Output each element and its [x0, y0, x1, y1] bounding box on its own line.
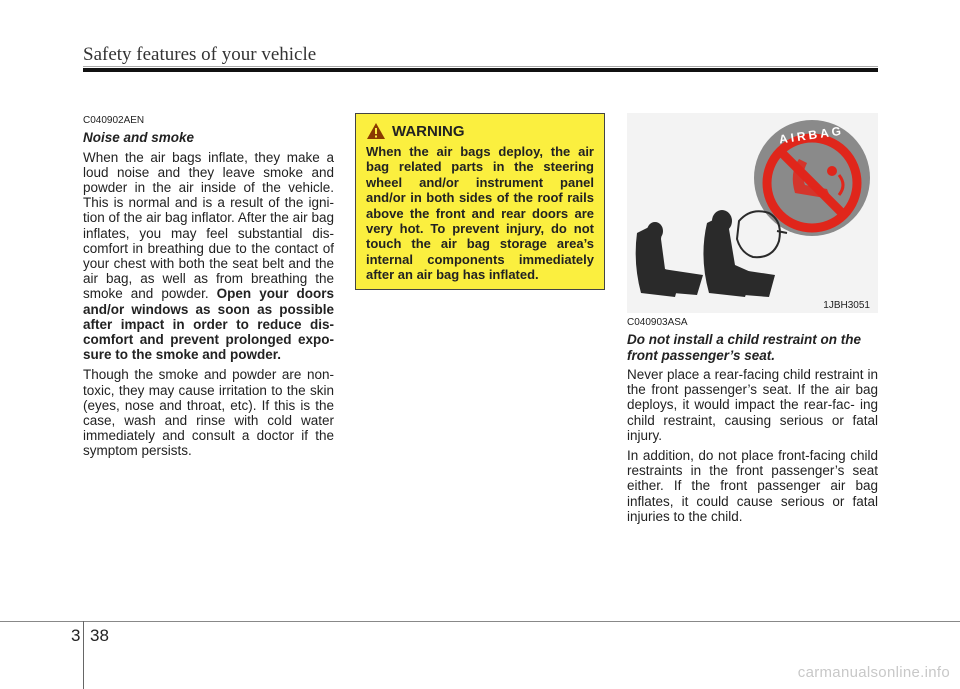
section-heading: Do not install a child restraint on the front passenger’s seat. [627, 332, 862, 363]
paragraph [83, 150, 334, 363]
child-seat-airbag-illustration [627, 113, 878, 313]
chapter-number: 3 [71, 626, 81, 645]
warning-triangle-icon [366, 122, 386, 140]
warning-title: WARNING [392, 122, 465, 140]
watermark: carmanualsonline.info [797, 664, 950, 681]
section-code: C040902AEN [83, 115, 145, 126]
car-seats-icon [636, 210, 775, 297]
paragraph: Never place a rear-facing child restraint in the front passenger’s seat. If the air bag deploys, it would impact the rear-fac- ing child restraint, causing serious or fatal injury. [627, 367, 878, 443]
footer-rule [0, 621, 960, 622]
sign-airbag-label: AIRBAG [778, 123, 845, 147]
paragraph-emphasis: Open your doors and/or windows as soon as possible after impact in order to reduce dis- comfort and prevent prolonged expo- sure to the smoke and powder. [83, 286, 334, 363]
paragraph: In addition, do not place front-facing child restraints in the front passenger’s seat either. If the front passenger air bag inflates, it could cause serious or fatal injuries to the child. [627, 448, 878, 524]
header-rule [83, 66, 878, 72]
warning-text: When the air bags deploy, the air bag related parts in the steering wheel and/or instrument panel and/or in both sides of the roof rails above the front and rear doors are very hot. To prevent injury, do not touch the air bag storage area’s internal components immediately after an air bag has inflated. [366, 144, 594, 283]
left-column [83, 115, 334, 464]
paragraph-text: When the air bags inflate, they make a loud noise and they leave smoke and powder in the air inside of the vehicle. This is normal and is a result of the igni- tion of the air bag inflator. After the air bag inflates, you may feel substantial dis- comfort in breathing due to the contact of your chest with both the seat belt and the air bag, as well as from breathing the smoke and powder. [83, 149, 334, 302]
page-header-title: Safety features of your vehicle [83, 44, 317, 65]
warning-box [355, 113, 605, 290]
warning-header [366, 122, 594, 140]
section-heading: Noise and smoke [83, 130, 195, 145]
section-code: C040903ASA [627, 317, 688, 328]
right-column [627, 317, 878, 529]
page-number: 38 [90, 626, 109, 645]
footer-divider [83, 621, 84, 689]
illustration-drawing [627, 113, 878, 313]
figure-code: 1JBH3051 [823, 300, 870, 311]
paragraph: Though the smoke and powder are non- toxic, they may cause irritation to the skin (eyes, nose and throat, etc). If this is the case, wash and rinse with cold water immediately and consult a doctor if the symptom persists. [83, 367, 334, 459]
